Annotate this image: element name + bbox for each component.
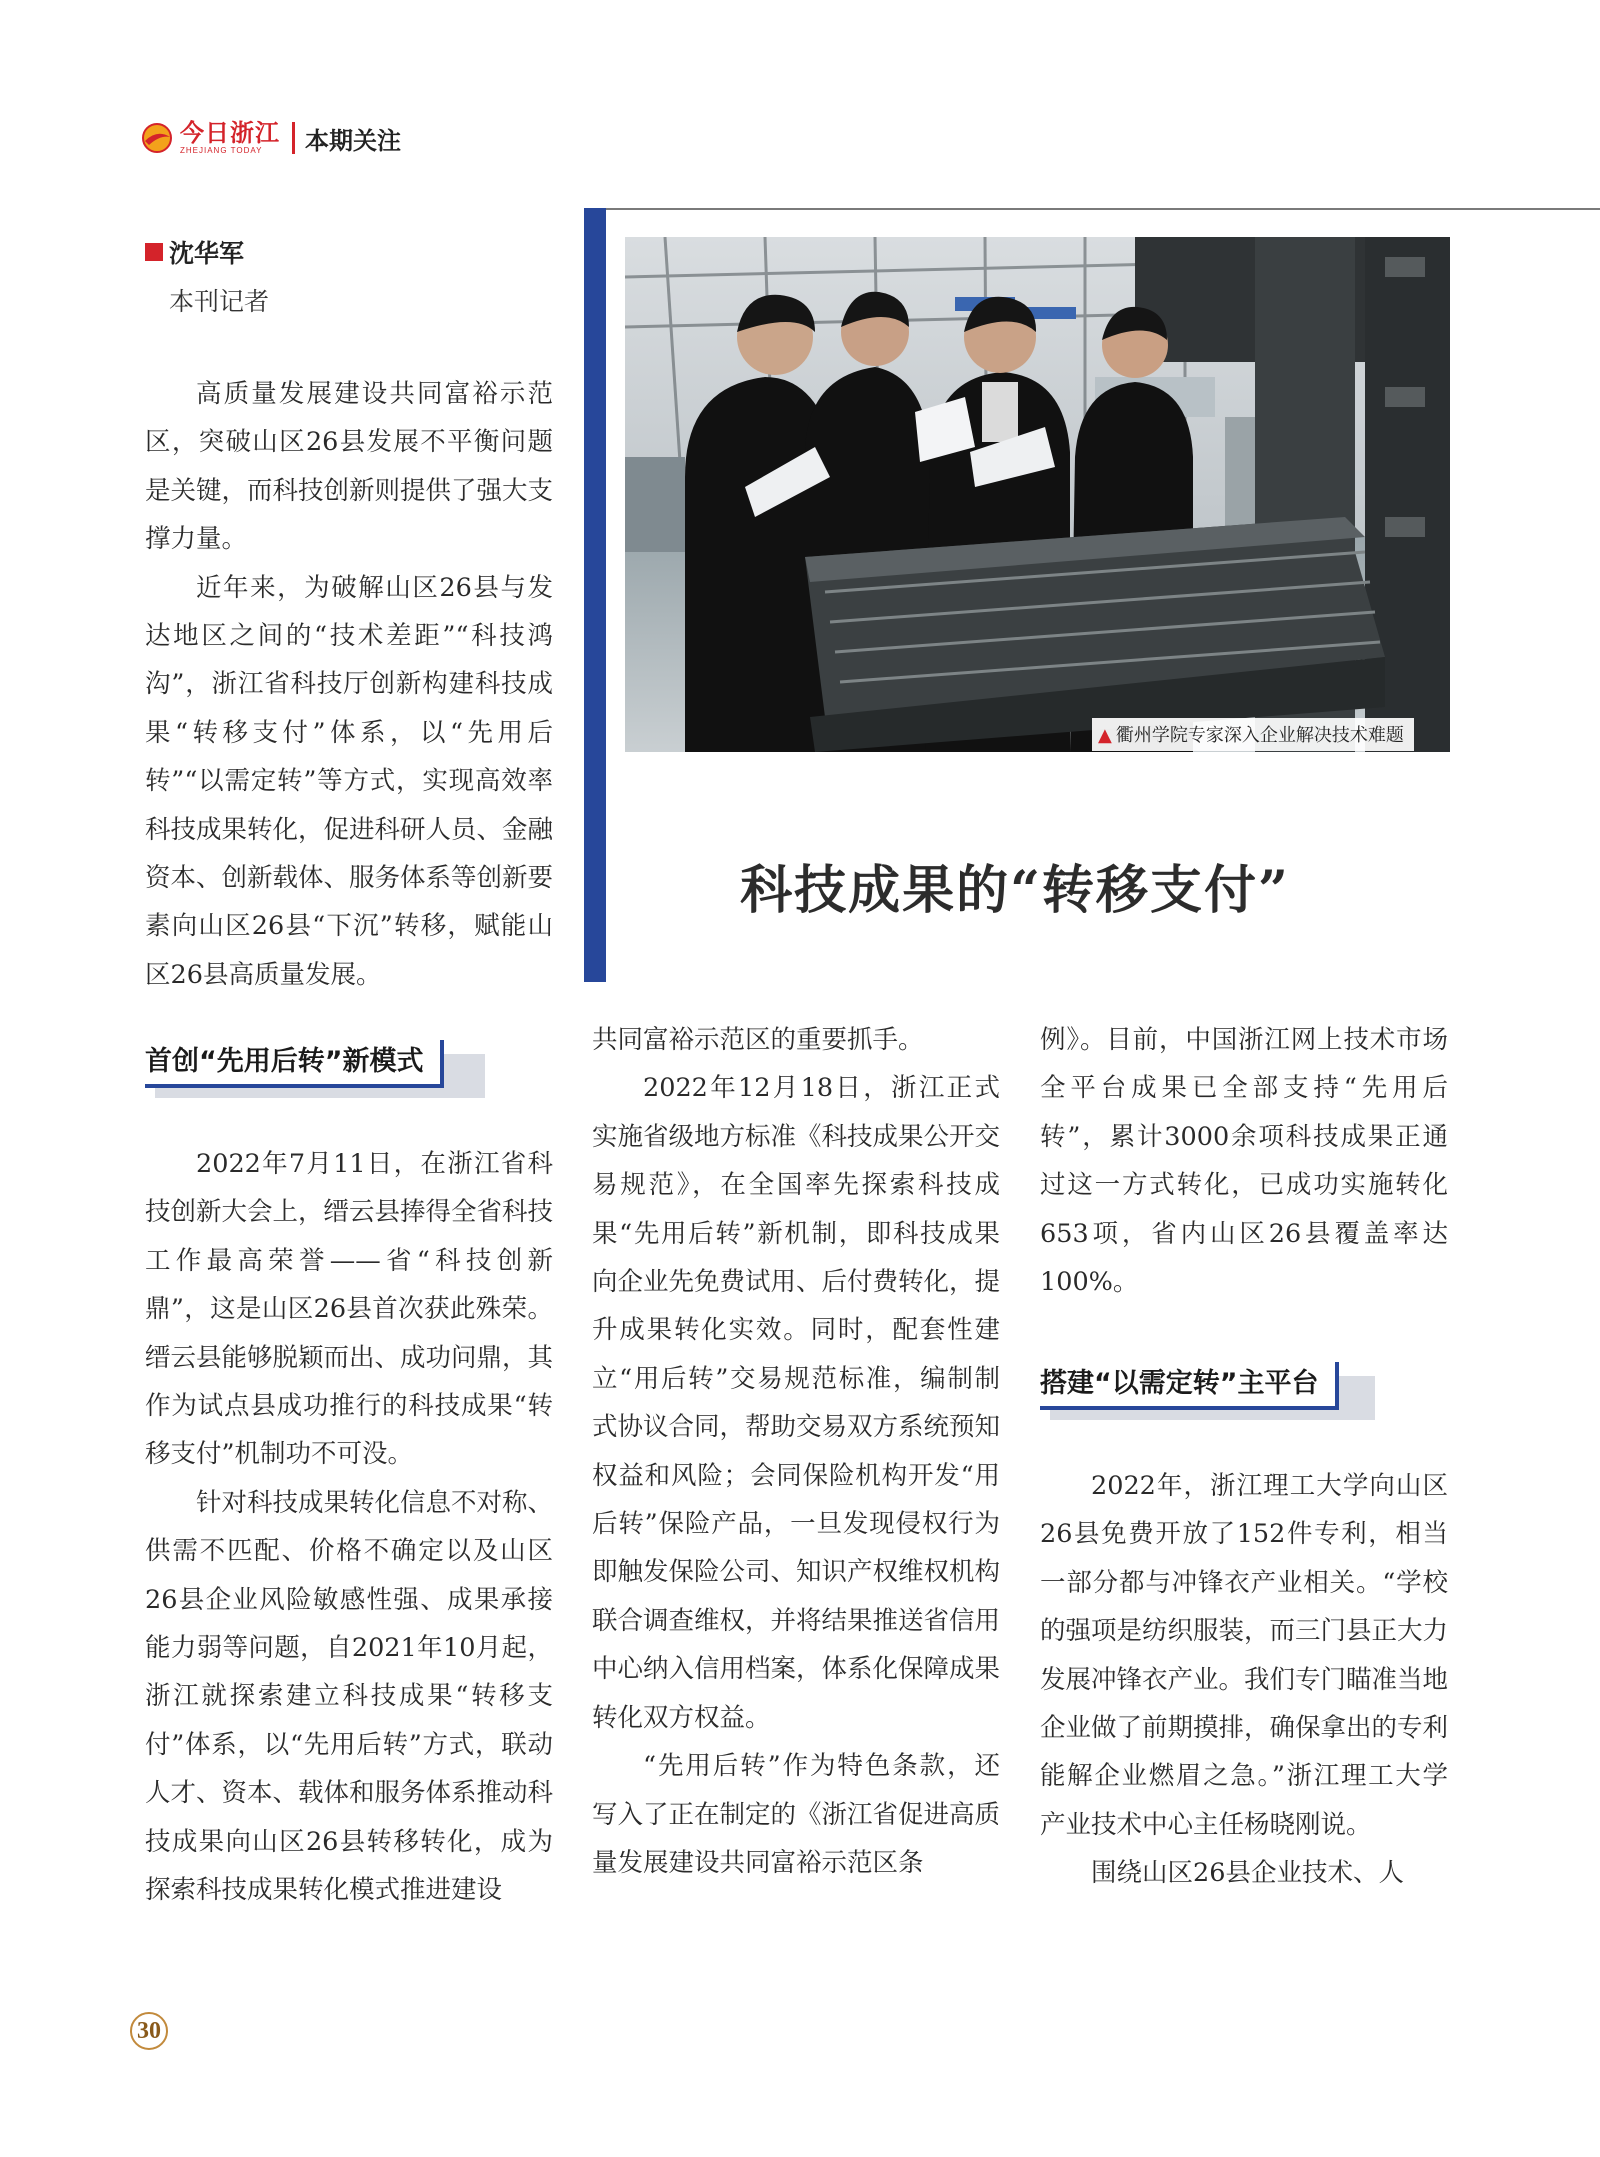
paragraph: “先用后转”作为特色条款，还写入了正在制定的《浙江省促进高质量发展建设共同富裕示范区条 — [592, 1751, 1001, 1878]
header-divider — [292, 122, 295, 154]
page-number: 30 — [130, 2012, 168, 2050]
article-title: 科技成果的“转移支付” — [740, 860, 1290, 921]
paragraph: 近年来，为破解山区26县与发达地区之间的“技术差距”“科技鸿沟”，浙江省科技厅创新构建科技成果“转移支付”体系，以“先用后转”“以需定转”等方式，实现高效率科技成果转化，促进科研人员、金融资本、创新载体、服务体系等创新要素向山区26县“下沉”转移，赋能山区26县高质量发展。 — [145, 572, 554, 990]
triangle-up-icon: ▲ — [1098, 725, 1112, 746]
column-3-text-b — [1040, 1462, 1448, 1898]
accent-bar — [584, 208, 606, 982]
red-square-icon — [145, 243, 163, 261]
author-name: 沈华军 — [169, 239, 245, 268]
logo-subtitle: ZHEJIANG TODAY — [180, 146, 263, 155]
magazine-logo — [140, 118, 280, 155]
author-role: 本刊记者 — [169, 287, 270, 316]
logo-title: 今日浙江 — [180, 118, 280, 147]
paragraph: 围绕山区26县企业技术、人 — [1091, 1858, 1404, 1889]
intro-text — [145, 370, 553, 999]
section-heading: 搭建“以需定转”主平台 — [1040, 1362, 1380, 1418]
paragraph: 2022年，浙江理工大学向山区26县免费开放了152件专利，相当一部分都与冲锋衣产业相关。“学校的强项是纺织服装，而三门县正大力发展冲锋衣产业。我们专门瞄准当地企业做了前期摸排，确保拿出的专利能解企业燃眉之急。”浙江理工大学产业技术中心主任杨晓刚说。 — [1040, 1471, 1449, 1840]
section-heading: 首创“先用后转”新模式 — [145, 1040, 485, 1096]
page-header — [140, 118, 401, 158]
paragraph: 高质量发展建设共同富裕示范区，突破山区26县发展不平衡问题是关键，而科技创新则提供了强大支撑力量。 — [145, 379, 554, 555]
paragraph: 针对科技成果转化信息不对称、供需不匹配、价格不确定以及山区26县企业风险敏感性强、成果承接能力弱等问题，自2021年10月起，浙江就探索建立科技成果“转移支付”体系，以“先用后转”方式，联动人才、资本、载体和服务体系推动科技成果向山区26县转移转化，成为探索科技成果转化模式推进建设 — [145, 1487, 554, 1906]
column-1-text — [145, 1140, 553, 1915]
byline — [145, 234, 269, 318]
column-2-text — [592, 1016, 1000, 1887]
photo-caption: ▲ 衢州学院专家深入企业解决技术难题 — [1092, 718, 1414, 751]
section-name: 本期关注 — [305, 126, 401, 155]
paragraph: 例》。目前，中国浙江网上技术市场全平台成果已全部支持“先用后转”，累计3000余项科技成果正通过这一方式转化，已成功实施转化653项，省内山区26县覆盖率达100%。 — [1040, 1025, 1448, 1298]
sun-logo-icon — [140, 121, 174, 155]
paragraph: 2022年12月18日，浙江正式实施省级地方标准《科技成果公开交易规范》，在全国率先探索科技成果“先用后转”新机制，即科技成果向企业先免费试用、后付费转化，提升成果转化实效。同时，配套性建立“用后转”交易规范标准，编制制式协议合同，帮助交易双方系统预知权益和风险；会同保险机构开发“用后转”保险产品，一旦发现侵权行为即触发保险公司、知识产权维权机构联合调查维权，并将结果推送省信用中心纳入信用档案，体系化保障成果转化双方权益。 — [592, 1073, 1001, 1733]
column-3-text-a — [1040, 1016, 1448, 1306]
article-photo — [625, 237, 1450, 752]
paragraph: 2022年7月11日，在浙江省科技创新大会上，缙云县捧得全省科技工作最高荣誉——省“科技创新鼎”，这是山区26县首次获此殊荣。缙云县能够脱颖而出、成功问鼎，其作为试点县成功推行的科技成果“转移支付”机制功不可没。 — [145, 1149, 554, 1470]
top-rule — [606, 208, 1600, 210]
paragraph: 共同富裕示范区的重要抓手。 — [592, 1025, 924, 1055]
